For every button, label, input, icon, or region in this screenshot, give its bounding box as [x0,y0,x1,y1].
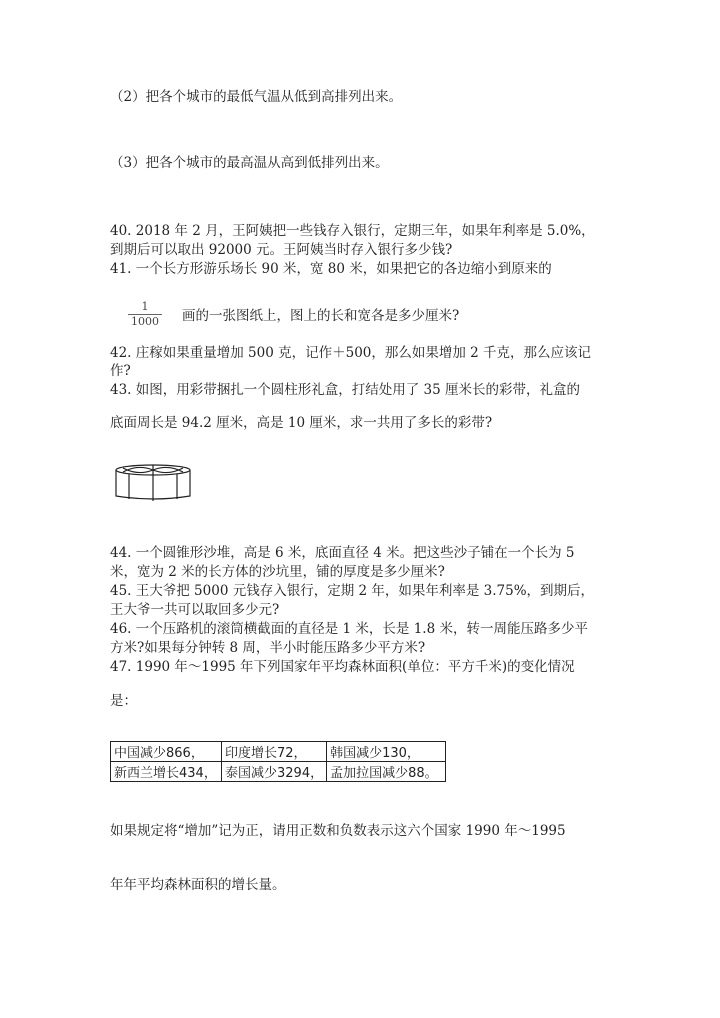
question-47-line3: 如果规定将“增加”记为正，请用正数和负数表示这六个国家 1990 年～1995 [110,823,566,839]
question-40-line2: 到期后可以取出 92000 元。王阿姨当时存入银行多少钱? [110,242,453,258]
table-cell: 印度增长72， [222,742,327,762]
question-42-line2: 作? [110,363,131,379]
question-41-line1: 41. 一个长方形游乐场长 90 米，宽 80 米，如果把它的各边缩小到原来的 [110,261,552,277]
table-cell: 泰国减少3294， [222,762,327,782]
table-cell: 中国减少866， [111,742,222,762]
question-44-line2: 米，宽为 2 米的长方体的沙坑里，铺的厚度是多少厘米? [110,564,445,580]
fraction-denominator: 1000 [131,315,159,328]
fraction-numerator: 1 [128,300,162,315]
question-44-line1: 44. 一个圆锥形沙堆，高是 6 米，底面直径 4 米。把这些沙子铺在一个长为 5 [110,545,575,561]
table-row [111,742,446,762]
question-40-line1: 40. 2018 年 2 月，王阿姨把一些钱存入银行，定期三年，如果年利率是 5.0%， [110,223,595,239]
question-46-line1: 46. 一个压路机的滚筒横截面的直径是 1 米，长是 1.8 米，转一周能压路多少平 [110,621,588,637]
table-cell: 新西兰增长434， [111,762,222,782]
table-row [111,762,446,782]
question-3: （3）把各个城市的最高温从高到低排列出来。 [110,155,389,171]
question-42-line1: 42. 庄稼如果重量增加 500 克，记作＋500，那么如果增加 2 千克，那么应该记 [110,345,592,361]
table-cell: 孟加拉国减少88。 [327,762,446,782]
question-41-line2: 画的一张图纸上，图上的长和宽各是多少厘米? [182,308,460,324]
question-45-line1: 45. 王大爷把 5000 元钱存入银行，定期 2 年，如果年利率是 3.75%，到期后， [110,583,595,599]
cylinder-gift-box-figure [113,462,193,504]
question-2: （2）把各个城市的最低气温从低到高排列出来。 [110,89,403,105]
table-cell: 韩国减少130， [327,742,446,762]
question-45-line2: 王大爷一共可以取回多少元? [110,602,280,618]
question-46-line2: 方米?如果每分钟转 8 周，半小时能压路多少平方米? [110,640,426,656]
question-47-line4: 年年平均森林面积的增长量。 [110,877,286,893]
question-43-line2: 底面周长是 94.2 厘米，高是 10 厘米，求一共用了多长的彩带? [110,415,493,431]
question-47-line2: 是： [110,693,137,709]
question-47-line1: 47. 1990 年～1995 年下列国家年平均森林面积(单位：平方千米)的变化情况 [110,659,575,675]
forest-change-table [110,741,446,782]
fraction-1-1000 [128,300,162,329]
question-43-line1: 43. 如图，用彩带捆扎一个圆柱形礼盒，打结处用了 35 厘米长的彩带，礼盒的 [110,382,581,398]
